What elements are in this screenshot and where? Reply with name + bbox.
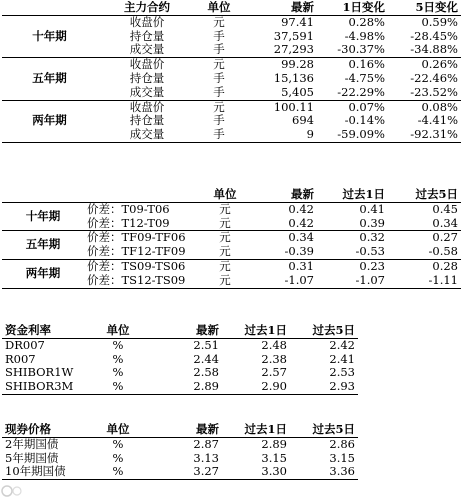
metric-label: 收盘价 [129, 100, 165, 114]
spread-label: 价差：TF12-TF09 [87, 245, 186, 259]
past-1d-value: 3.15 [261, 451, 287, 465]
latest-value: 5,405 [281, 85, 314, 99]
latest-value: 2.58 [193, 366, 219, 380]
past-1d-value: 0.23 [359, 259, 385, 273]
unit-cell: % [112, 437, 124, 451]
past-1d-value: -0.53 [355, 245, 385, 259]
past-1d-value: 0.41 [359, 202, 385, 216]
change-1d: -4.98% [344, 29, 385, 43]
metric-label: 成交量 [129, 128, 165, 142]
past-5d-value: -1.11 [428, 273, 458, 287]
change-1d: -0.14% [344, 114, 385, 128]
metric-label: 持仓量 [129, 29, 165, 43]
row-label: SHIBOR1W [5, 366, 74, 380]
table4-header-unit: 单位 [106, 423, 130, 436]
table3-header-latest: 最新 [196, 324, 219, 337]
latest-value: 3.13 [193, 451, 219, 465]
latest-value: -1.07 [284, 273, 314, 287]
table-row [2, 437, 358, 451]
table2-header-row [2, 188, 461, 202]
group-label: 五年期 [25, 237, 61, 252]
spread-label: 价差：TF09-TF06 [87, 230, 186, 245]
past-5d-value: 0.34 [432, 216, 458, 230]
past-5d-value: 2.93 [329, 380, 355, 394]
table-row [2, 202, 461, 216]
table4-header-past5: 过去5日 [312, 423, 355, 436]
row-label: 2年期国债 [5, 437, 59, 451]
past-5d-value: 2.41 [329, 352, 355, 366]
latest-value: 694 [292, 114, 314, 128]
table-row [2, 380, 358, 394]
table3-header-row [2, 324, 358, 338]
table2-header-past5: 过去5日 [415, 188, 458, 201]
metric-label: 持仓量 [129, 71, 165, 85]
table1-header-unit: 单位 [207, 1, 231, 14]
table4-header-past1: 过去1日 [244, 423, 287, 436]
table-row [2, 338, 358, 352]
change-1d: -4.75% [344, 71, 385, 85]
table2-header-past1: 过去1日 [342, 188, 385, 201]
past-1d-value: -1.07 [355, 273, 385, 287]
metric-label: 收盘价 [129, 57, 165, 72]
row-label: R007 [5, 352, 36, 366]
unit-cell: % [112, 451, 124, 465]
cash-bond-price-table [2, 423, 358, 480]
past-1d-value: 0.32 [359, 230, 385, 245]
change-5d: -22.46% [410, 71, 458, 85]
table-row [2, 465, 358, 479]
table3-header-name: 资金利率 [5, 324, 51, 337]
past-1d-value: 2.89 [261, 437, 287, 451]
spread-label: 价差：TS09-TS06 [87, 259, 186, 273]
unit-cell: 手 [213, 128, 225, 142]
latest-value: 0.31 [288, 259, 314, 273]
past-5d-value: 0.27 [432, 230, 458, 245]
table4-header-latest: 最新 [196, 423, 219, 436]
spread-label: 价差：TS12-TS09 [87, 273, 186, 287]
unit-cell: 元 [219, 216, 231, 230]
spread-label: 价差：T09-T06 [87, 202, 170, 216]
metric-label: 成交量 [129, 85, 165, 99]
money-market-rate-table [2, 324, 358, 395]
table4-header-name: 现券价格 [5, 423, 51, 436]
change-5d: 0.59% [421, 15, 458, 29]
table3-header-past5: 过去5日 [312, 324, 355, 337]
unit-cell: 元 [219, 245, 231, 259]
past-1d-value: 2.48 [261, 338, 287, 352]
row-label: SHIBOR3M [5, 380, 74, 394]
change-1d: -22.29% [337, 85, 385, 99]
metric-label: 成交量 [129, 43, 165, 57]
spread-label: 价差：T12-T09 [87, 216, 170, 230]
unit-cell: 元 [219, 202, 231, 216]
unit-cell: 手 [213, 43, 225, 57]
row-label: 5年期国债 [5, 451, 59, 465]
table-row [2, 100, 461, 114]
change-1d: 0.16% [348, 57, 385, 72]
change-1d: -30.37% [337, 43, 385, 57]
watermark-logo-icon [0, 482, 28, 500]
table3-body [2, 338, 358, 394]
group-label: 五年期 [32, 70, 67, 85]
table2-header-blank [84, 188, 209, 202]
past-1d-value: 2.90 [261, 380, 287, 394]
past-5d-value: 2.42 [329, 338, 355, 352]
metric-label: 收盘价 [129, 15, 165, 29]
table2-header-unit: 单位 [213, 188, 237, 201]
futures-main-contract-table [2, 1, 461, 143]
latest-value: 99.28 [281, 57, 314, 72]
unit-cell: 手 [213, 71, 225, 85]
table3-header-past1: 过去1日 [244, 324, 287, 337]
table-row [2, 15, 461, 29]
latest-value: 100.11 [273, 100, 314, 114]
metric-label: 持仓量 [129, 114, 165, 128]
table-row [2, 259, 461, 273]
past-1d-value: 0.39 [359, 216, 385, 230]
change-5d: -4.41% [417, 114, 458, 128]
latest-value: 2.89 [193, 380, 219, 394]
past-1d-value: 2.38 [261, 352, 287, 366]
unit-cell: 手 [213, 29, 225, 43]
latest-value: 2.51 [193, 338, 219, 352]
change-5d: -92.31% [410, 128, 458, 142]
table-row [2, 353, 358, 367]
change-1d: 0.28% [348, 15, 385, 29]
change-1d: -59.09% [337, 128, 385, 142]
past-5d-value: 2.86 [329, 437, 355, 451]
change-5d: -34.88% [410, 43, 458, 57]
latest-value: 15,136 [273, 71, 314, 85]
latest-value: 0.42 [288, 202, 314, 216]
row-label: DR007 [5, 338, 45, 352]
change-5d: 0.26% [421, 57, 458, 72]
table1-header-chg5: 5日变化 [415, 1, 458, 14]
past-1d-value: 3.30 [261, 465, 287, 479]
unit-cell: 手 [213, 114, 225, 128]
row-label: 10年期国债 [5, 465, 66, 479]
change-5d: -28.45% [410, 29, 458, 43]
past-5d-value: 2.53 [329, 366, 355, 380]
latest-value: 0.34 [288, 230, 314, 245]
table2-header-latest: 最新 [291, 188, 314, 201]
latest-value: 27,293 [273, 43, 314, 57]
latest-value: -0.39 [284, 245, 314, 259]
table1-body [2, 15, 461, 142]
change-5d: -23.52% [410, 85, 458, 99]
unit-cell: 元 [219, 230, 231, 245]
latest-value: 3.27 [193, 465, 219, 479]
table1-header-row [2, 1, 461, 15]
group-label: 十年期 [25, 208, 61, 223]
group-label: 十年期 [32, 28, 67, 43]
table1-header-chg1: 1日变化 [342, 1, 385, 14]
latest-value: 2.44 [193, 352, 219, 366]
past-1d-value: 2.57 [261, 366, 287, 380]
group-label: 两年期 [32, 113, 67, 128]
unit-cell: % [112, 465, 124, 479]
table1-header-contract: 主力合约 [124, 1, 170, 14]
group-label: 两年期 [25, 265, 61, 280]
latest-value: 97.41 [281, 15, 314, 29]
unit-cell: 元 [213, 15, 225, 29]
latest-value: 2.87 [193, 437, 219, 451]
table1-header-latest: 最新 [291, 1, 314, 14]
table-row [2, 452, 358, 466]
latest-value: 9 [306, 128, 314, 142]
table3-header-unit: 单位 [106, 324, 130, 337]
change-1d: 0.07% [348, 100, 385, 114]
latest-value: 0.42 [288, 216, 314, 230]
past-5d-value: 0.28 [432, 259, 458, 273]
change-5d: 0.08% [421, 100, 458, 114]
table4-body [2, 437, 358, 479]
calendar-spread-table [2, 188, 461, 289]
table4-header-row [2, 423, 358, 437]
table-row [2, 366, 358, 380]
unit-cell: % [112, 366, 124, 380]
unit-cell: % [112, 338, 124, 352]
table-row [2, 58, 461, 72]
unit-cell: 手 [213, 85, 225, 99]
unit-cell: 元 [219, 273, 231, 287]
unit-cell: 元 [213, 100, 225, 114]
unit-cell: % [112, 352, 124, 366]
past-5d-value: 0.45 [432, 202, 458, 216]
unit-cell: 元 [219, 259, 231, 273]
past-5d-value: -0.58 [428, 245, 458, 259]
table2-body [2, 202, 461, 288]
unit-cell: 元 [213, 57, 225, 72]
past-5d-value: 3.36 [329, 465, 355, 479]
table-row [2, 231, 461, 245]
latest-value: 37,591 [273, 29, 314, 43]
past-5d-value: 3.15 [329, 451, 355, 465]
unit-cell: % [112, 380, 124, 394]
